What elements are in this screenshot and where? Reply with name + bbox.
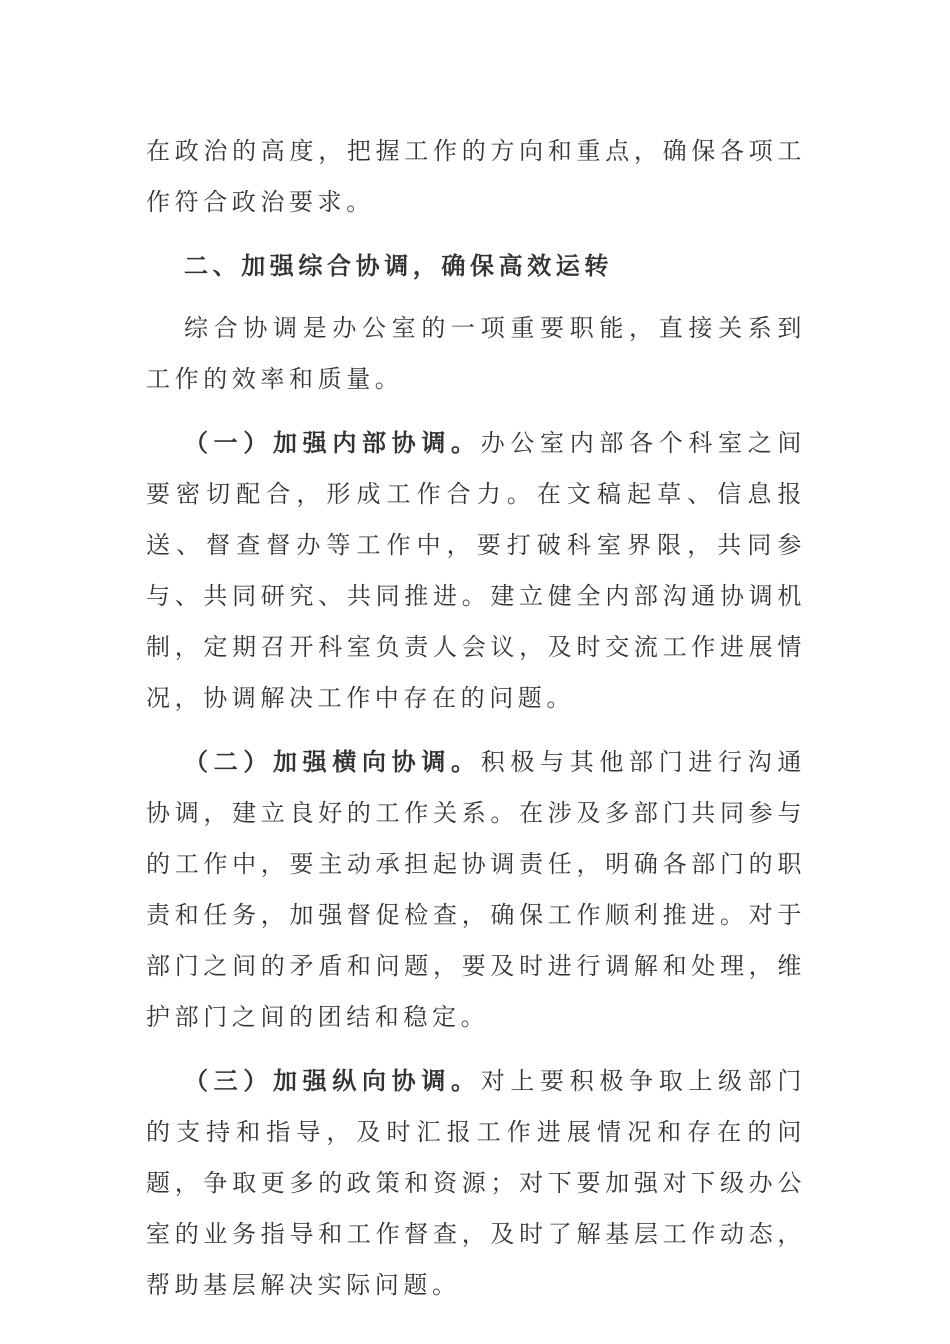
- paragraph-horizontal-coordination: [146, 736, 806, 1043]
- paragraph-intro: [146, 303, 806, 405]
- paragraph-lead: （一）加强内部协调。: [184, 428, 481, 457]
- paragraph-text: 在政治的高度，把握工作的方向和重点，确保各项工作符合政治要求。: [146, 137, 806, 216]
- paragraph-text: 对上要积极争取上级部门的支持和指导，及时汇报工作进展情况和存在的问题，争取更多的政策和资源；对下要加强对下级办公室的业务指导和工作督查，及时了解基层工作动态，帮助基层解决实际问题。: [146, 1067, 806, 1299]
- paragraph-text: 积极与其他部门进行沟通协调，建立良好的工作关系。在涉及多部门共同参与的工作中，要主动承担起协调责任，明确各部门的职责和任务，加强督促检查，确保工作顺利推进。对于部门之间的矛盾和问题，要及时进行调解和处理，维护部门之间的团结和稳定。: [146, 748, 806, 1031]
- paragraph-text: 办公室内部各个科室之间要密切配合，形成工作合力。在文稿起草、信息报送、督查督办等工作中，要打破科室界限，共同参与、共同研究、共同推进。建立健全内部沟通协调机制，定期召开科室负责人会议，及时交流工作进展情况，协调解决工作中存在的问题。: [146, 429, 806, 712]
- paragraph-lead: （三）加强纵向协调。: [184, 1066, 481, 1095]
- paragraph-internal-coordination: [146, 417, 806, 724]
- paragraph-lead: （二）加强横向协调。: [184, 747, 481, 776]
- document-body: [146, 126, 806, 1323]
- section-heading: [146, 240, 806, 291]
- section-heading-text: 二、加强综合协调，确保高效运转: [184, 251, 613, 280]
- paragraph-vertical-coordination: [146, 1055, 806, 1311]
- paragraph-continuation: [146, 126, 806, 228]
- paragraph-text: 综合协调是办公室的一项重要职能，直接关系到工作的效率和质量。: [146, 314, 806, 393]
